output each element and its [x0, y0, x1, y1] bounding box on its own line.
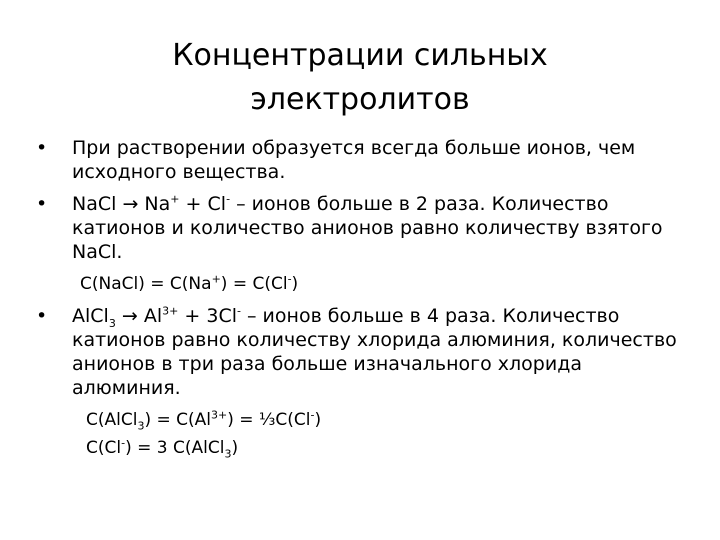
formula-nacl-concentration — [36, 272, 686, 296]
bullet-2-text: – ионов больше в 2 раза. Количество катионов и количество анионов равно количеству взятого NaCl. — [72, 193, 663, 263]
bullet-icon: • — [36, 137, 48, 159]
formula-3-part-1: C(Cl — [86, 438, 122, 458]
cl-charge: - — [226, 192, 231, 206]
alcl3-subscript: 3 — [108, 316, 116, 330]
formula-1-part-3: ) — [291, 274, 299, 294]
formula-3-sup: - — [121, 436, 126, 450]
formula-3-sub: 3 — [224, 447, 232, 461]
bullet-icon: • — [36, 305, 48, 327]
formula-2-sub: 3 — [137, 419, 145, 433]
bullet-item-1 — [36, 136, 686, 184]
al-ion: Al — [143, 305, 163, 327]
cl-ion: Cl — [207, 193, 227, 215]
bullet-item-2 — [36, 192, 686, 264]
formula-2-part-1: C(AlCl — [86, 410, 138, 430]
title-line-2: электролитов — [250, 82, 470, 117]
formula-2-sup: 3+ — [211, 408, 228, 422]
bullet-3-text: – ионов больше в 4 раза. Количество катионов равно количеству хлорида алюминия, количество анионов в три раза больше изначального хлорида алюминия. — [72, 305, 677, 399]
formula-2-part-4: ) — [314, 410, 322, 430]
plus-3cl: + 3Cl — [184, 305, 237, 327]
cl-charge: - — [236, 304, 241, 318]
slide-body — [36, 136, 686, 468]
formula-1-charge-na: + — [211, 272, 221, 286]
formula-1-part-1: C(NaCl) = C(Na — [80, 274, 212, 294]
formula-2-part-2: ) = C(Al — [144, 410, 211, 430]
bullet-item-3 — [36, 304, 686, 400]
al-charge: 3+ — [162, 304, 179, 318]
title-line-1: Концентрации сильных — [172, 38, 548, 73]
alcl3-formula: AlCl — [72, 305, 109, 327]
formula-3-part-3: ) — [231, 438, 239, 458]
plus-sign: + — [185, 193, 202, 215]
formula-1-part-2: ) = C(Cl — [220, 274, 288, 294]
formula-cl-concentration — [36, 436, 686, 460]
formula-3-part-2: ) = 3 C(AlCl — [125, 438, 225, 458]
formula-2-part-3: ) = ⅓C(Cl — [227, 410, 311, 430]
formula-2-sup-cl: - — [310, 408, 315, 422]
na-ion: Na — [144, 193, 171, 215]
slide-title — [60, 34, 660, 122]
bullet-1-text: При растворении образуется всегда больше ионов, чем исходного вещества. — [72, 137, 636, 183]
formula-alcl3-concentration — [36, 408, 686, 432]
na-charge: + — [170, 192, 180, 206]
nacl-formula: NaCl — [72, 193, 117, 215]
reaction-arrow: → — [122, 193, 139, 215]
reaction-arrow: → — [121, 305, 138, 327]
formula-1-charge-cl: - — [287, 272, 292, 286]
bullet-icon: • — [36, 193, 48, 215]
